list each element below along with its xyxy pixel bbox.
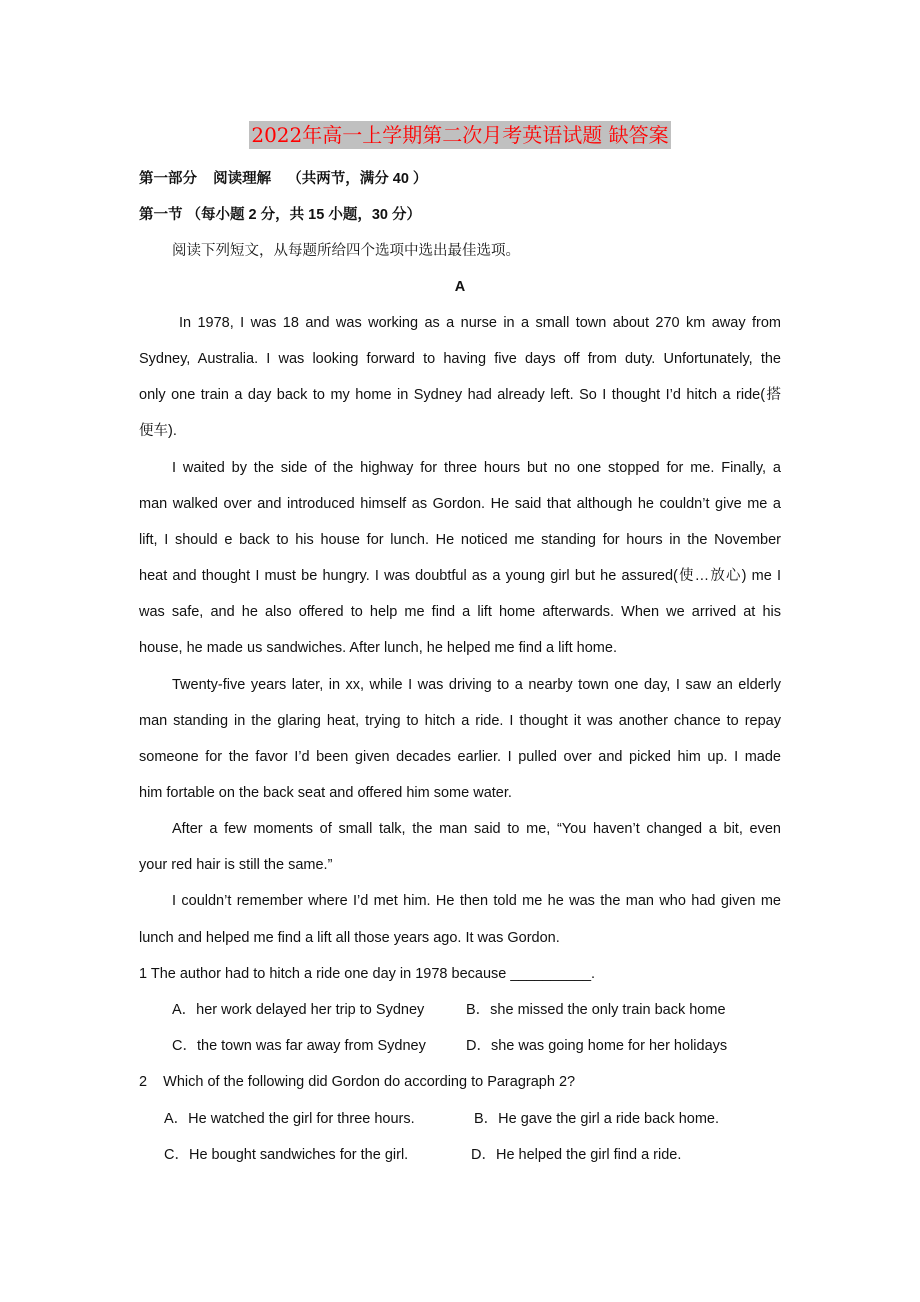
passage-line: 便车). (139, 423, 177, 439)
section-heading: 第一节 （每小题 2 分，共 15 小题，30 分） (139, 207, 421, 223)
passage-line: lift, I should e back to his house for lunch. He noticed me standing for hours in the November (139, 532, 781, 548)
question-option-c: C．the town was far away from Sydney (172, 1038, 426, 1054)
passage-line: lunch and helped me find a lift all those years ago. It was Gordon. (139, 930, 560, 946)
passage-line: Twenty-five years later, in xx, while I was driving to a nearby town one day, I saw an elderly (172, 677, 781, 693)
part-heading: 第一部分 阅读理解 （共两节，满分 40 ） (139, 171, 428, 187)
question-option-a: A．He watched the girl for three hours. (164, 1111, 415, 1127)
passage-line: was safe, and he also offered to help me find a lift home afterwards. When we arrived at his (139, 604, 781, 620)
passage-line: Sydney, Australia. I was looking forward to having five days off from duty. Unfortunately, the (139, 351, 781, 367)
passage-label: A (454, 279, 466, 295)
question-option-c: C．He bought sandwiches for the girl. (164, 1147, 409, 1163)
question-option-d: D．she was going home for her holidays (466, 1038, 728, 1054)
instructions: 阅读下列短文，从每题所给四个选项中选出最佳选项。 (172, 243, 520, 259)
passage-line: someone for the favor I’d been given decades earlier. I pulled over and picked him up. I made (139, 749, 781, 765)
passage-line: house, he made us sandwiches. After lunch, he helped me find a lift home. (139, 640, 617, 656)
question-option-a: A．her work delayed her trip to Sydney (172, 1002, 425, 1018)
passage-line: man walked over and introduced himself as Gordon. He said that although he couldn’t give me a (139, 496, 781, 512)
passage-line: In 1978, I was 18 and was working as a nurse in a small town about 270 km away from (179, 315, 781, 331)
passage-line: heat and thought I must be hungry. I was doubtful as a young girl but he assured(使…放心) me I (139, 568, 781, 584)
passage-line: him fortable on the back seat and offered him some water. (139, 785, 512, 801)
passage-line: your red hair is still the same.” (139, 857, 333, 873)
title-container (0, 121, 920, 149)
question-option-b: B．she missed the only train back home (466, 1002, 726, 1018)
question-option-b: B．He gave the girl a ride back home. (474, 1111, 720, 1127)
question-stem: 1 The author had to hitch a ride one day in 1978 because __________. (139, 966, 596, 982)
passage-line: I couldn’t remember where I’d met him. He then told me he was the man who had given me (172, 893, 781, 909)
passage-line: only one train a day back to my home in Sydney had already left. So I thought I’d hitch a ride(搭 (139, 387, 781, 403)
document-title: 2022年高一上学期第二次月考英语试题 缺答案 (251, 123, 669, 147)
passage-line: After a few moments of small talk, the man said to me, “You haven’t changed a bit, even (172, 821, 781, 837)
passage-line: I waited by the side of the highway for three hours but no one stopped for me. Finally, a (172, 460, 781, 476)
question-option-d: D．He helped the girl find a ride. (471, 1147, 682, 1163)
question-stem: 2 Which of the following did Gordon do according to Paragraph 2? (139, 1074, 576, 1090)
passage-line: man standing in the glaring heat, trying to hitch a ride. I thought it was another chance to repay (139, 713, 781, 729)
